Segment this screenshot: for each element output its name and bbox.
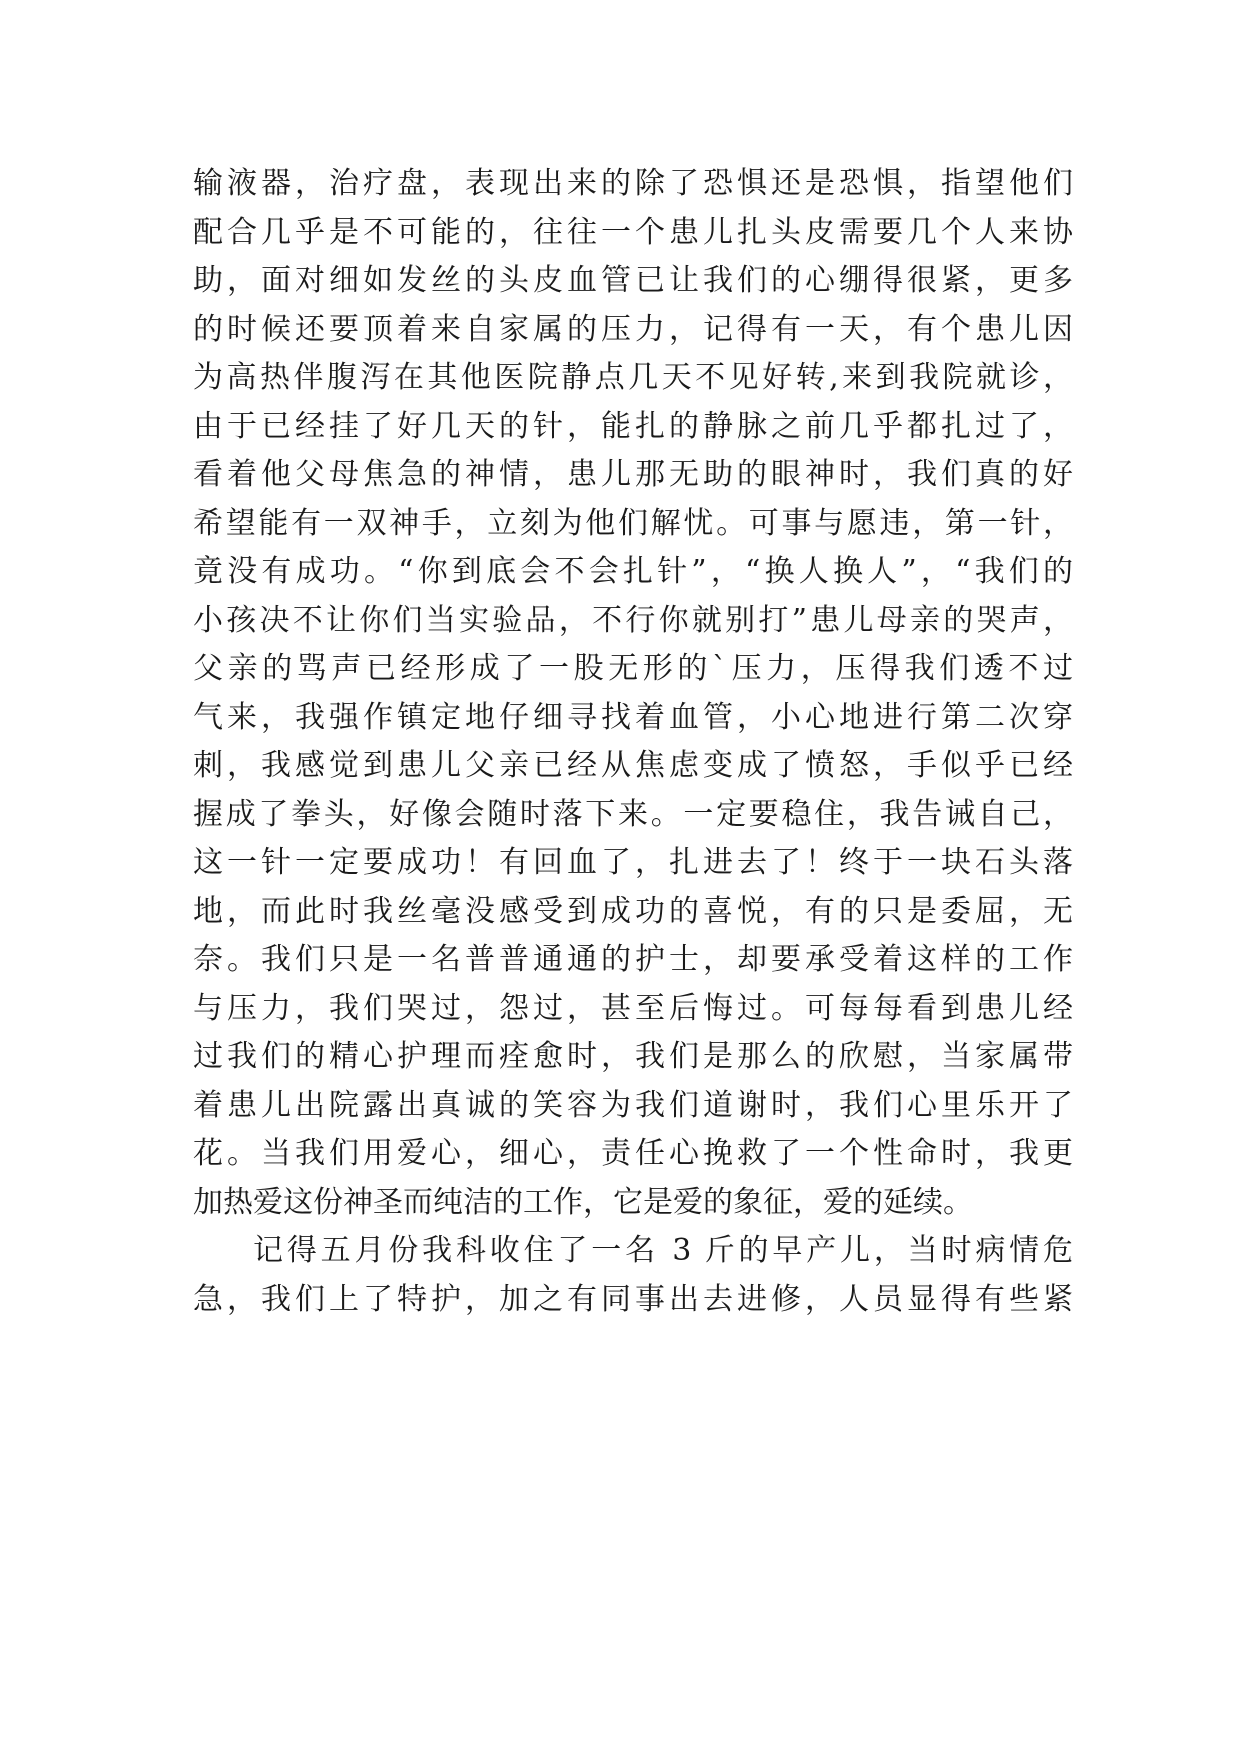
text-line: 急，我们上了特护，加之有同事出去进修，人员显得有些紧 (193, 1281, 1073, 1317)
text-line: 与压力，我们哭过，怨过，甚至后悔过。可每每看到患儿经 (193, 990, 1073, 1026)
text-line: 小孩决不让你们当实验品，不行你就别打”患儿母亲的哭声， (193, 602, 1073, 638)
text-line: 由于已经挂了好几天的针，能扎的静脉之前几乎都扎过了， (193, 408, 1073, 444)
text-line: 希望能有一双神手，立刻为他们解忧。可事与愿违，第一针， (193, 505, 1073, 541)
text-line: 气来，我强作镇定地仔细寻找着血管，小心地进行第二次穿 (193, 699, 1073, 735)
paragraph-end-line: 加热爱这份神圣而纯洁的工作，它是爱的象征，爱的延续。 (193, 1184, 973, 1220)
text-line: 配合几乎是不可能的，往往一个患儿扎头皮需要几个人来协 (193, 214, 1073, 250)
text-line: 父亲的骂声已经形成了一股无形的`压力，压得我们透不过 (193, 651, 1073, 686)
text-line: 地，而此时我丝毫没感受到成功的喜悦，有的只是委屈，无 (193, 893, 1073, 929)
text-line: 输液器，治疗盘，表现出来的除了恐惧还是恐惧，指望他们 (193, 166, 1073, 201)
text-line: 奈。我们只是一名普普通通的护士，却要承受着这样的工作 (193, 942, 1073, 977)
text-line: 握成了拳头，好像会随时落下来。一定要稳住，我告诫自己， (193, 796, 1073, 832)
text-line: 竟没有成功。“你到底会不会扎针”，“换人换人”，“我们的 (193, 554, 1073, 589)
text-line: 过我们的精心护理而痊愈时，我们是那么的欣慰，当家属带 (193, 1039, 1073, 1074)
document-body (193, 160, 1073, 1324)
text-line: 刺，我感觉到患儿父亲已经从焦虑变成了愤怒，手似乎已经 (193, 748, 1073, 783)
paragraph-first-line: 记得五月份我科收住了一名 3 斤的早产儿，当时病情危 (253, 1233, 1073, 1268)
text-line: 花。当我们用爱心，细心，责任心挽救了一个性命时，我更 (193, 1136, 1073, 1171)
text-line: 看着他父母焦急的神情，患儿那无助的眼神时，我们真的好 (193, 457, 1073, 492)
text-line: 的时候还要顶着来自家属的压力，记得有一天，有个患儿因 (193, 311, 1073, 347)
text-line: 着患儿出院露出真诚的笑容为我们道谢时，我们心里乐开了 (193, 1087, 1073, 1123)
text-line: 为高热伴腹泻在其他医院静点几天不见好转,来到我院就诊， (193, 360, 1073, 395)
text-line: 这一针一定要成功！有回血了，扎进去了！终于一块石头落 (193, 845, 1073, 880)
text-line: 助，面对细如发丝的头皮血管已让我们的心绷得很紧，更多 (193, 263, 1073, 298)
